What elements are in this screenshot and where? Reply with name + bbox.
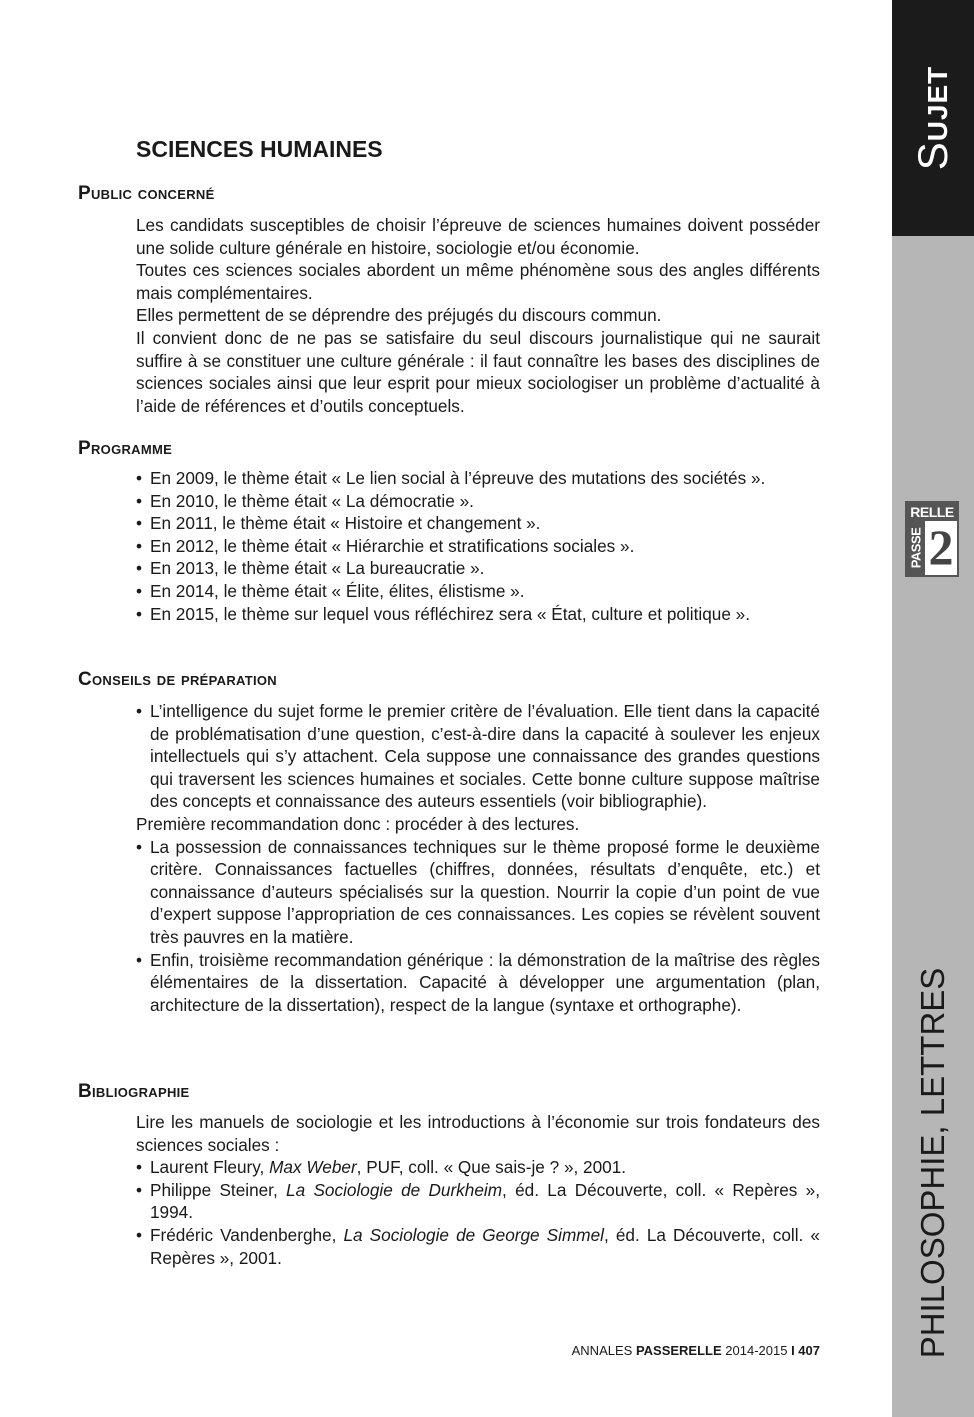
footer-separator: I — [791, 1343, 795, 1358]
public-paragraph: Toutes ces sciences sociales abordent un même phénomène sous des angles différents mais complémentaires. — [136, 260, 820, 303]
page-footer — [572, 1343, 820, 1358]
list-item: • En 2011, le thème était « Histoire et changement ». — [136, 512, 820, 535]
section-heading-programme: Programme — [78, 438, 173, 459]
list-item: • En 2010, le thème était « La démocratie ». — [136, 490, 820, 513]
book-author: Frédéric Vandenberghe, — [150, 1224, 344, 1245]
public-paragraph: Il convient donc de ne pas se satisfaire du seul discours journalistique qui ne saurait suffire à se constituer une culture générale : il faut connaître les bases des disciplines de sciences sociales ainsi que leur esprit pour mieux sociologiser un problème d’actualité à l’aide de références et d’outils conceptuels. — [136, 327, 820, 416]
conseils-list-1 — [136, 700, 820, 813]
public-section — [136, 214, 820, 417]
bibliographie-intro: Lire les manuels de sociologie et les introductions à l’économie sur trois fondateurs des sciences sociales : — [136, 1112, 820, 1155]
book-title: La Sociologie de Durkheim — [286, 1179, 503, 1200]
logo-side-text: PASSE — [908, 527, 924, 569]
conseils-note: Première recommandation donc : procéder à des lectures. — [136, 813, 580, 834]
page-number: 407 — [794, 1343, 820, 1358]
sidebar-tag-initial: S — [909, 141, 956, 171]
list-item: • En 2009, le thème était « Le lien social à l’épreuve des mutations des sociétés ». — [136, 467, 820, 490]
section-heading-public: Public concerné — [78, 183, 215, 204]
programme-list — [136, 467, 820, 625]
book-title: Max Weber — [269, 1157, 357, 1178]
book-details: , PUF, coll. « Que sais-je ? », 2001. — [356, 1157, 627, 1178]
section-heading-conseils: Conseils de préparation — [78, 669, 277, 690]
public-paragraph: Elles permettent de se déprendre des préjugés du discours commun. — [136, 305, 662, 326]
list-item: • La possession de connaissances techniques sur le thème proposé forme le deuxième critère. Connaissances factuelles (chiffres, données, résultats d’enquête, etc.) et connaissance d’auteurs spécialisés sur la question. Nourrir la copie d’un point de vue d’expert suppose l’appropriation de ces connaissances. Les copies se révèlent souvent très pauvres en la matière. — [136, 836, 820, 949]
footer-prefix: ANNALES — [571, 1343, 636, 1358]
list-item: • En 2013, le thème était « La bureaucratie ». — [136, 557, 820, 580]
sidebar-subject: PHILOSOPHIE, LETTRES — [914, 967, 951, 1359]
logo-side-band — [907, 521, 925, 575]
book-author: Philippe Steiner, — [150, 1179, 287, 1200]
list-item: • En 2014, le thème était « Élite, élites, élistisme ». — [136, 580, 820, 603]
bibliographie-section — [136, 1111, 820, 1269]
list-item — [136, 1156, 820, 1179]
passerelle-logo — [905, 501, 959, 577]
list-item: • En 2015, le thème sur lequel vous réfléchirez sera « État, culture et politique ». — [136, 603, 820, 626]
list-item: • En 2012, le thème était « Hiérarchie et stratifications sociales ». — [136, 535, 820, 558]
logo-number: 2 — [928, 519, 954, 575]
public-paragraph: Les candidats susceptibles de choisir l’épreuve de sciences humaines doivent posséder une solide culture générale en histoire, sociologie et/ou économie. — [136, 215, 820, 258]
sidebar-tag-rest: UJET — [922, 65, 953, 142]
book-details: , éd. La Découverte, coll. « Repères », 1994. — [150, 1179, 820, 1223]
footer-years: 2014-2015 — [721, 1343, 792, 1358]
book-title: La Sociologie de George Simmel — [343, 1224, 604, 1245]
list-item: • L’intelligence du sujet forme le premier critère de l’évaluation. Elle tient dans la capacité de problématisation d’une question, c’est-à-dire dans la capacité à soulever les enjeux intellectuels qui s’y attachent. Cela suppose une connaissance des grandes questions qui traversent les sciences humaines et sociales. Cette bonne culture suppose maîtrise des concepts et connaissance des auteurs essentiels (voir bibliographie). — [136, 700, 820, 813]
book-details: , éd. La Découverte, coll. « Repères », 2001. — [150, 1224, 820, 1268]
bibliographie-list — [136, 1156, 820, 1269]
book-author: Laurent Fleury, — [150, 1157, 270, 1178]
conseils-list-2 — [136, 836, 820, 1017]
programme-section — [136, 467, 820, 625]
list-item — [136, 1179, 820, 1224]
conseils-section — [136, 700, 820, 1016]
logo-top-text: RELLE — [907, 503, 957, 521]
list-item: • Enfin, troisième recommandation générique : la démonstration de la maîtrise des règles élémentaires de la dissertation. Capacité à développer une argumentation (plan, architecture de la dissertation), respect de la langue (syntaxe et orthographe). — [136, 949, 820, 1017]
section-heading-bibliographie: Bibliographie — [78, 1081, 190, 1102]
list-item — [136, 1224, 820, 1269]
page-title: SCIENCES HUMAINES — [136, 136, 383, 162]
footer-brand: PASSERELLE — [635, 1343, 722, 1358]
sidebar-tag — [909, 66, 957, 171]
